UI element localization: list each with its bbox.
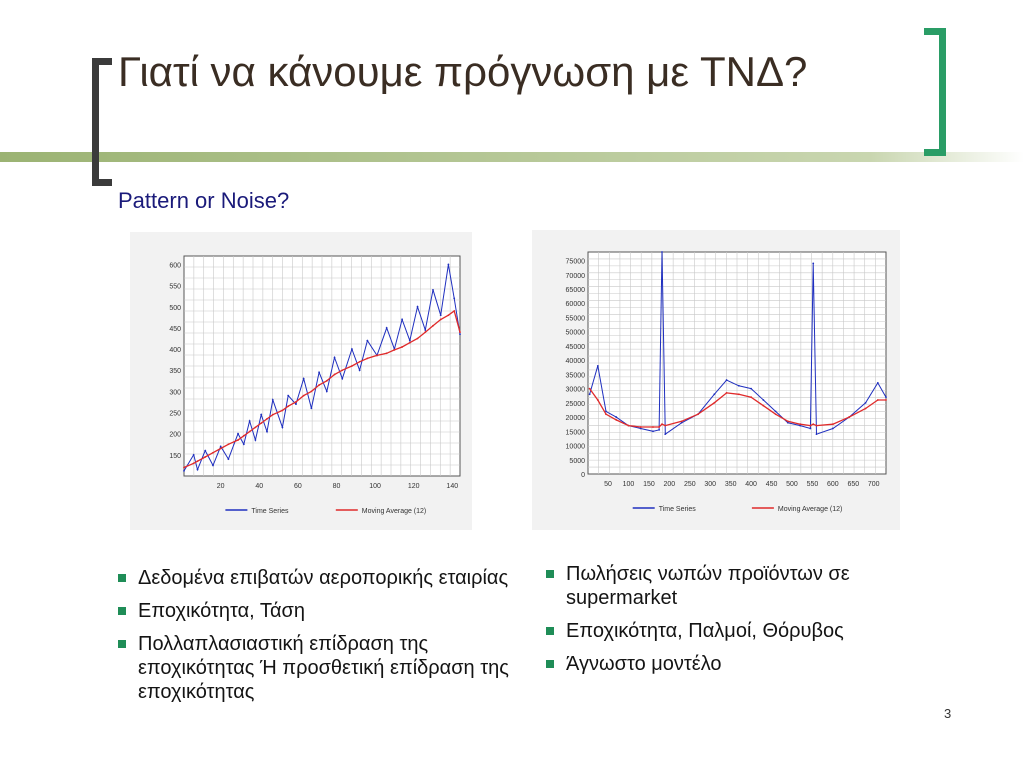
data-point (212, 452, 214, 454)
data-point (303, 378, 305, 380)
data-point (816, 425, 818, 427)
data-point (341, 369, 343, 371)
y-tick-label: 10000 (565, 443, 585, 451)
x-tick-label: 500 (786, 481, 798, 488)
y-tick-label: 250 (169, 410, 181, 418)
data-point (204, 456, 206, 458)
data-point (193, 462, 195, 464)
data-point (664, 433, 666, 435)
x-tick-label: 140 (446, 483, 459, 490)
title-underline-bar (0, 150, 1024, 164)
legend-label: Moving Average (12) (777, 506, 843, 513)
data-point (432, 325, 434, 327)
data-point (249, 431, 251, 433)
x-tick-label: 20 (216, 483, 225, 490)
data-point (816, 433, 818, 435)
data-point (303, 395, 305, 397)
list-item (546, 652, 946, 676)
data-point (812, 262, 814, 264)
y-tick-label: 60000 (565, 301, 585, 309)
x-tick-label: 400 (745, 481, 757, 488)
bullet-text: Πωλήσεις νωπών προϊόντων σε supermarket (566, 563, 850, 609)
y-tick-label: 70000 (565, 272, 585, 280)
data-point (459, 333, 461, 335)
bullet-square-icon (118, 574, 126, 582)
data-point (809, 428, 811, 430)
data-point (272, 399, 274, 401)
data-point (366, 340, 368, 342)
y-tick-label: 75000 (565, 258, 585, 266)
data-point (424, 331, 426, 333)
data-point (237, 439, 239, 441)
list-item (118, 599, 528, 623)
x-tick-label: 250 (683, 481, 696, 488)
x-tick-label: 650 (847, 481, 860, 488)
data-point (266, 418, 268, 420)
data-point (366, 357, 368, 359)
data-point (249, 420, 251, 422)
x-tick-label: 450 (765, 481, 778, 488)
bullet-square-icon (118, 640, 126, 648)
x-tick-label: 200 (663, 481, 676, 488)
y-tick-label: 20000 (565, 415, 585, 423)
data-point (260, 422, 262, 424)
y-tick-label: 55000 (565, 315, 585, 323)
bullet-square-icon (546, 570, 554, 578)
data-point (409, 340, 411, 342)
data-point (877, 382, 879, 384)
data-point (597, 365, 599, 367)
data-point (376, 355, 378, 357)
data-point (183, 467, 185, 469)
x-tick-label: 100 (622, 481, 635, 488)
data-point (885, 396, 887, 398)
data-point (697, 413, 699, 415)
x-tick-label: 700 (867, 481, 880, 488)
data-point (237, 433, 239, 435)
slide-subtitle: Pattern or Noise? (118, 188, 290, 213)
data-point (334, 357, 336, 359)
data-point (204, 450, 206, 452)
slide-title: Γιατί να κάνουμε πρόγνωση με ΤΝΔ? (118, 48, 808, 95)
data-point (341, 378, 343, 380)
bullet-text: Άγνωστο μοντέλο (566, 653, 722, 675)
data-point (260, 414, 262, 416)
data-point (713, 402, 715, 404)
data-point (762, 405, 764, 407)
data-point (359, 369, 361, 371)
bullet-square-icon (118, 607, 126, 615)
y-tick-label: 65000 (565, 287, 585, 294)
data-point (386, 352, 388, 354)
x-tick-label: 600 (827, 481, 839, 488)
data-point (287, 395, 289, 397)
data-point (726, 392, 728, 394)
data-point (417, 306, 419, 308)
y-tick-label: 600 (169, 262, 181, 270)
data-point (243, 443, 245, 445)
airline-passengers-chart (130, 232, 472, 530)
data-point (197, 460, 199, 462)
y-tick-label: 5000 (569, 457, 585, 465)
page-number: 3 (944, 706, 952, 721)
data-point (865, 408, 867, 410)
data-point (282, 426, 284, 428)
data-point (628, 425, 630, 427)
y-tick-label: 40000 (565, 358, 585, 366)
y-tick-label: 35000 (565, 372, 585, 380)
data-point (750, 396, 752, 398)
data-point (310, 407, 312, 409)
y-tick-label: 200 (169, 431, 181, 439)
data-point (775, 410, 777, 412)
data-point (401, 319, 403, 321)
data-point (661, 251, 663, 253)
data-point (255, 426, 257, 428)
data-point (334, 374, 336, 376)
data-point (448, 264, 450, 266)
data-point (832, 423, 834, 425)
legend-label: Time Series (251, 508, 289, 515)
data-point (832, 428, 834, 430)
y-tick-label: 400 (169, 347, 181, 355)
data-point (183, 470, 185, 472)
data-point (255, 439, 257, 441)
data-point (738, 393, 740, 395)
data-point (282, 410, 284, 412)
data-point (713, 393, 715, 395)
data-point (393, 349, 395, 351)
bullet-text: Εποχικότητα, Τάση (138, 600, 305, 622)
data-point (295, 403, 297, 405)
data-point (877, 399, 879, 401)
data-point (409, 342, 411, 344)
data-point (848, 416, 850, 418)
data-point (220, 448, 222, 450)
x-tick-label: 550 (806, 481, 819, 488)
right-bullet-list (546, 562, 946, 685)
data-point (197, 469, 199, 471)
data-point (212, 465, 214, 467)
data-point (750, 388, 752, 390)
x-tick-label: 60 (293, 483, 302, 490)
x-tick-label: 150 (643, 481, 655, 488)
data-point (453, 310, 455, 312)
data-point (664, 425, 666, 427)
y-tick-label: 350 (169, 368, 181, 376)
x-tick-label: 80 (332, 483, 341, 490)
left-bullet-list (118, 566, 528, 713)
y-tick-label: 0 (581, 472, 585, 479)
data-point (658, 426, 660, 428)
legend-label: Time Series (658, 506, 696, 513)
data-point (597, 399, 599, 401)
data-point (812, 423, 814, 425)
list-item (546, 562, 946, 610)
data-point (459, 331, 461, 333)
data-point (799, 423, 801, 425)
x-tick-label: 40 (255, 483, 264, 490)
data-point (652, 430, 654, 432)
data-point (424, 329, 426, 331)
data-point (351, 365, 353, 367)
left-bracket-decoration (92, 58, 112, 186)
data-point (605, 413, 607, 415)
data-point (615, 419, 617, 421)
data-point (440, 319, 442, 321)
data-point (386, 327, 388, 329)
data-point (726, 379, 728, 381)
data-point (287, 405, 289, 407)
data-point (295, 401, 297, 403)
data-point (661, 423, 663, 425)
y-tick-label: 15000 (565, 429, 585, 437)
data-point (589, 388, 591, 390)
supermarket-sales-chart (532, 230, 900, 530)
data-point (775, 413, 777, 415)
y-tick-label: 25000 (565, 400, 585, 408)
x-tick-label: 350 (724, 481, 737, 488)
data-point (417, 338, 419, 340)
data-point (351, 348, 353, 350)
data-point (589, 393, 591, 395)
bullet-square-icon (546, 627, 554, 635)
data-point (809, 425, 811, 427)
data-point (432, 289, 434, 291)
data-point (326, 390, 328, 392)
y-tick-label: 50000 (565, 329, 585, 337)
y-tick-label: 150 (169, 452, 181, 460)
data-point (885, 399, 887, 401)
y-tick-label: 45000 (565, 343, 585, 351)
data-point (453, 297, 455, 299)
data-point (652, 426, 654, 428)
data-point (227, 443, 229, 445)
data-point (401, 346, 403, 348)
data-point (762, 399, 764, 401)
bullet-text: Εποχικότητα, Παλμοί, Θόρυβος (566, 620, 844, 642)
y-tick-label: 450 (169, 325, 181, 333)
legend-label: Moving Average (12) (361, 508, 427, 515)
data-point (310, 390, 312, 392)
y-tick-label: 30000 (565, 386, 585, 394)
x-tick-label: 120 (407, 483, 420, 490)
data-point (440, 314, 442, 316)
right-bracket-decoration (924, 28, 946, 156)
data-point (658, 429, 660, 431)
data-point (318, 384, 320, 386)
x-tick-label: 300 (704, 481, 717, 488)
x-tick-label: 50 (604, 481, 612, 488)
data-point (865, 402, 867, 404)
x-tick-label: 100 (369, 483, 381, 490)
data-point (318, 371, 320, 373)
data-point (615, 416, 617, 418)
list-item (546, 619, 946, 643)
data-point (220, 445, 222, 447)
data-point (227, 458, 229, 460)
bullet-square-icon (546, 660, 554, 668)
y-tick-label: 550 (169, 283, 181, 291)
data-point (193, 454, 195, 456)
data-point (738, 385, 740, 387)
data-point (272, 414, 274, 416)
data-point (448, 314, 450, 316)
data-point (326, 380, 328, 382)
data-point (681, 420, 683, 422)
list-item (118, 566, 528, 590)
y-tick-label: 500 (169, 304, 181, 312)
data-point (359, 361, 361, 363)
bullet-text: Πολλαπλασιαστική επίδραση της εποχικότητας Ή προσθετική επίδραση της εποχικότητας (138, 633, 509, 703)
data-point (640, 426, 642, 428)
data-point (787, 420, 789, 422)
data-point (266, 431, 268, 433)
list-item (118, 632, 528, 704)
data-point (243, 435, 245, 437)
bullet-text: Δεδομένα επιβατών αεροπορικής εταιρίας (138, 567, 509, 589)
y-tick-label: 300 (169, 389, 181, 397)
